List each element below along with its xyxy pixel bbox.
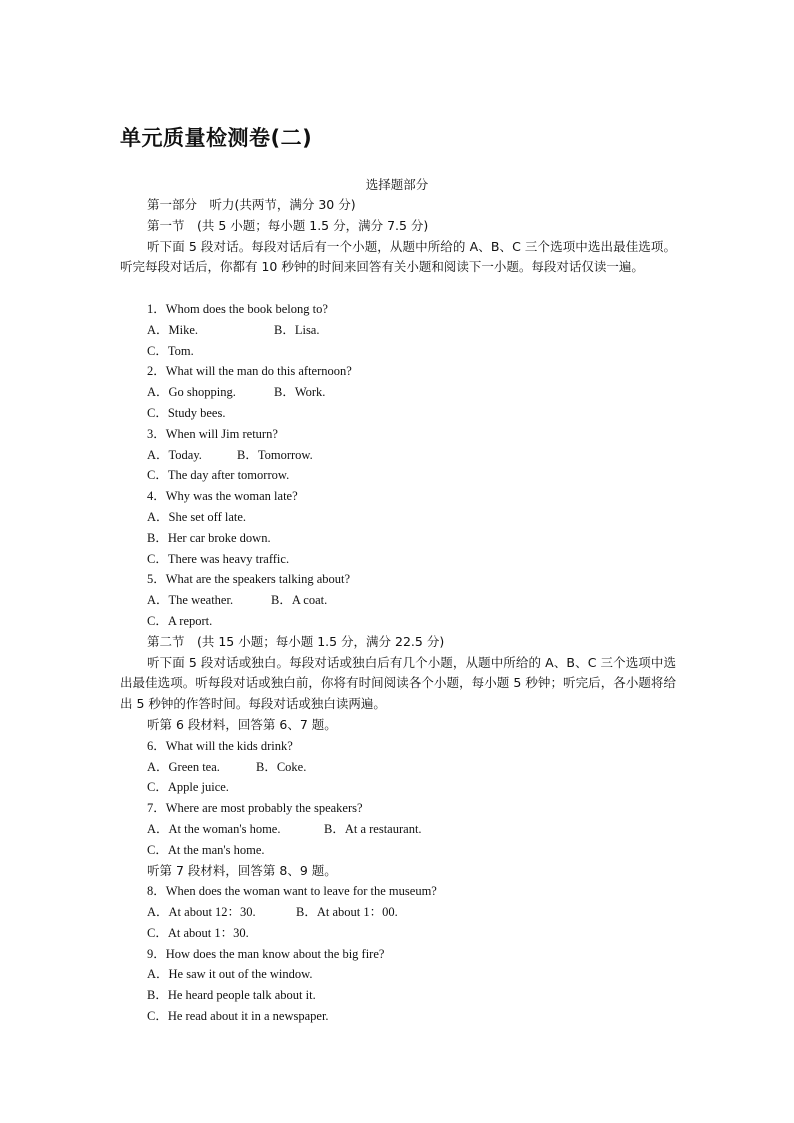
question-1-options xyxy=(120,320,676,341)
question-6-options xyxy=(120,757,676,778)
option-a: A．Mike. xyxy=(147,322,199,337)
option-c: C．At about 1：30. xyxy=(147,925,249,940)
option-c: C．At the man's home. xyxy=(147,842,265,857)
option-b: B．Tomorrow. xyxy=(237,447,313,462)
question-7: 7．Where are most probably the speakers? xyxy=(147,801,363,816)
option-b: B．He heard people talk about it. xyxy=(147,988,316,1003)
question-6: 6．What will the kids drink? xyxy=(147,738,293,753)
question-3-options xyxy=(120,445,676,466)
option-a: A．Green tea. xyxy=(147,759,220,774)
option-c: C．A report. xyxy=(147,613,213,628)
question-9: 9．How does the man know about the big fire? xyxy=(147,946,385,961)
section-heading: 选择题部分 xyxy=(365,177,429,192)
question-4: 4．Why was the woman late? xyxy=(147,489,298,504)
option-b: B．Work. xyxy=(274,385,326,400)
option-b: B．At a restaurant. xyxy=(324,821,422,836)
question-7-options xyxy=(120,819,676,840)
option-a: A．At the woman's home. xyxy=(147,821,281,836)
section-2-instructions: 听下面 5 段对话或独白。每段对话或独白后有几个小题，从题中所给的 A、B、C 三个选项中选出最佳选项。听每段对话或独白前，你将有时间阅读各个小题，每小题 5 秒钟；听完后，各小题将给出 5 秒钟的作答时间。每段对话或独白读两遍。 xyxy=(120,654,676,712)
option-a: A．At about 12：30. xyxy=(147,905,256,920)
question-8: 8．When does the woman want to leave for the museum? xyxy=(147,884,437,899)
option-a: A．He saw it out of the window. xyxy=(147,967,313,982)
option-c: C．The day after tomorrow. xyxy=(147,468,290,483)
option-a: A．The weather. xyxy=(147,593,234,608)
option-c: C．Study bees. xyxy=(147,405,226,420)
document-content xyxy=(120,195,676,1027)
question-3: 3．When will Jim return? xyxy=(147,426,278,441)
question-5: 5．What are the speakers talking about? xyxy=(147,572,351,587)
option-a: A．Go shopping. xyxy=(147,385,236,400)
option-b: B．Lisa. xyxy=(274,322,320,337)
question-2-options xyxy=(120,382,676,403)
option-b: B．At about 1：00. xyxy=(296,905,398,920)
section-2-heading: 第二节 (共 15 小题；每小题 1.5 分，满分 22.5 分) xyxy=(147,633,445,649)
option-a: A．Today. xyxy=(147,447,202,462)
material-6-note: 听第 6 段材料，回答第 6、7 题。 xyxy=(147,716,337,732)
question-2: 2．What will the man do this afternoon? xyxy=(147,364,352,379)
option-c: C．He read about it in a newspaper. xyxy=(147,1009,329,1024)
option-b: B．A coat. xyxy=(271,593,328,608)
section-1-heading: 第一节 (共 5 小题；每小题 1.5 分，满分 7.5 分) xyxy=(147,217,429,233)
material-7-note: 听第 7 段材料，回答第 8、9 题。 xyxy=(147,862,337,878)
page-title: 单元质量检测卷(二) xyxy=(120,126,313,150)
option-c: C．Apple juice. xyxy=(147,780,229,795)
part-heading: 第一部分 听力(共两节，满分 30 分) xyxy=(147,197,356,212)
question-8-options xyxy=(120,902,676,923)
option-b: B．Coke. xyxy=(256,759,307,774)
question-1: 1．Whom does the book belong to? xyxy=(147,301,328,316)
option-c: C．Tom. xyxy=(147,343,194,358)
option-a: A．She set off late. xyxy=(147,509,247,524)
question-5-options xyxy=(120,590,676,611)
option-c: C．There was heavy traffic. xyxy=(147,551,290,566)
section-1-instructions: 听下面 5 段对话。每段对话后有一个小题，从题中所给的 A、B、C 三个选项中选出最佳选项。听完每段对话后，你都有 10 秒钟的时间来回答有关小题和阅读下一小题。每段对话仅读一遍。 xyxy=(120,238,676,275)
option-b: B．Her car broke down. xyxy=(147,530,271,545)
